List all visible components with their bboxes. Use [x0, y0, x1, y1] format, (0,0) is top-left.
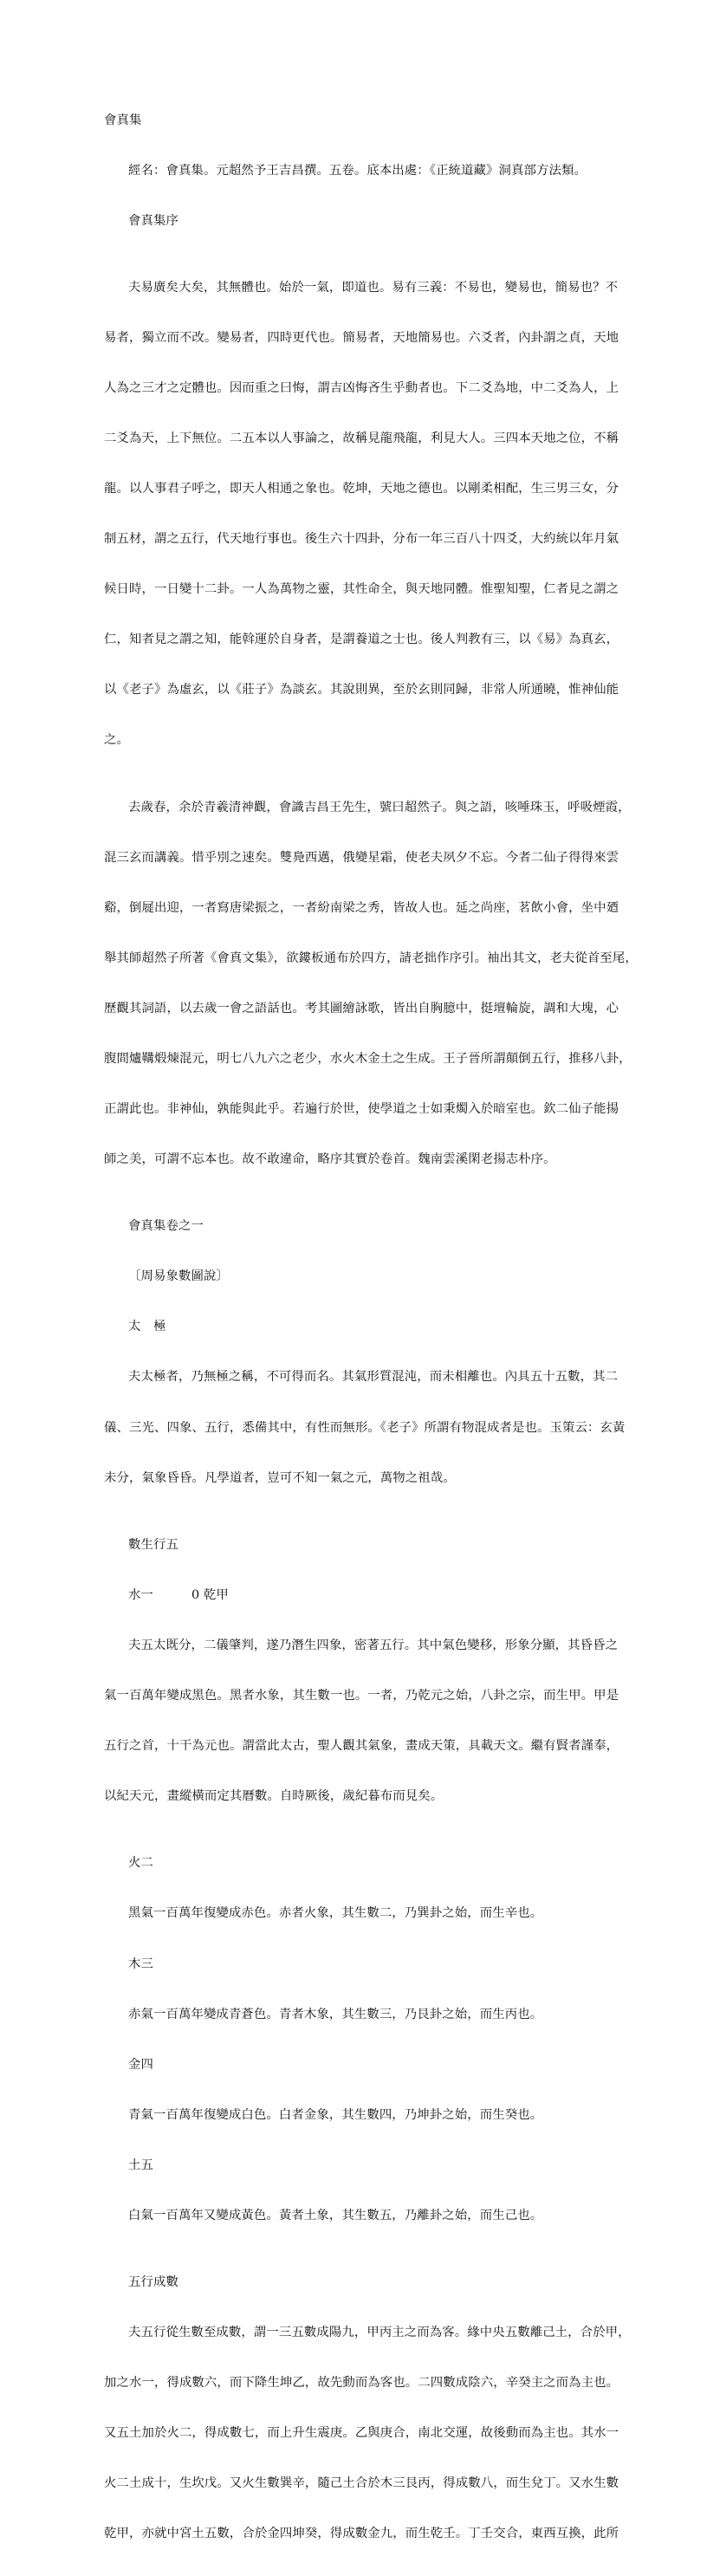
text-line: 夫太極者，乃無極之稱，不可得而名。其氣形質混沌，而未相離也。內具五十五數，其二 [128, 1370, 619, 1385]
text-line: 仁，知者見之謂之知，能斡運於自身者，是謂養道之士也。後人判教有三，以《易》為真玄， [104, 633, 619, 647]
water-label: 水一 [128, 1587, 153, 1602]
text-line: 龍。以人事君子呼之，即天人相通之象也。乾坤，天地之德也。以剛柔相配，生三男三女，分 [104, 482, 619, 496]
text-line: 腹間爐鞲煅煉混元，明七八九六之老少，水火木金土之生成。王子晉所謂顛倒五行，推移八卦， [104, 1051, 632, 1066]
water-sub: 0 乾甲 [191, 1587, 229, 1602]
text-line: 易者，獨立而不改。變易者，四時更代也。簡易者，天地簡易也。六爻者，內卦謂之貞，天地 [104, 331, 619, 346]
text-line: 未分，氣象昏昏。凡學道者，豈可不知一氣之元，萬物之祖哉。 [104, 1470, 456, 1485]
wood-heading: 木三 [128, 1956, 153, 1971]
fire-heading: 火二 [128, 1856, 153, 1871]
text-line: 又五土加於火二，得成數七，而上升生震庚。乙與庚合，南北交運，故後動而為主也。其水一 [104, 2426, 619, 2441]
text-line: 火二土成十，生坎戊。又火生數巽辛，隨己土合於木三艮丙，得成數八，而生兌丁。又水生數 [104, 2476, 619, 2491]
text-line: 去歲春，余於青羲清神觀，會識吉昌王先生，號曰超然子。與之語，咳唾珠玉，呼吸煙霞， [128, 800, 631, 814]
text-line: 歷觀其詞語，以去歲一會之語話也。考其圖繪詠歌，皆出自胸臆中，挺壇輪旋，調和大塊，心 [104, 1001, 619, 1015]
text-line: 師之美，可謂不忘本也。故不敢違命，略序其實於卷首。魏南雲溪閑老揚志朴序。 [104, 1152, 556, 1166]
text-line: 以《老子》為虛玄，以《莊子》為談玄。其說則異，至於玄則同歸，非常人所通曉，惟神仙能 [104, 683, 619, 698]
text-line: 五行之首，十干為元也。謂當此太古，聖人觀其氣象，畫成天策，具載天文。繼有賢者謹奉， [104, 1739, 619, 1754]
taiji-heading: 太 極 [128, 1320, 166, 1334]
text-line: 儀、三光、四象、五行，悉備其中，有性而無形。《老子》所謂有物混成者是也。玉策云：玄黃 [104, 1420, 626, 1435]
text-line: 正謂此也。非神仙，孰能與此乎。若遍行於世，使學道之士如秉燭入於暗室也。欽二仙子能揚 [104, 1101, 619, 1116]
text-line: 夫易廣矣大矣，其無體也。始於一氣，即道也。易有三義：不易也，變易也，簡易也？不 [128, 281, 619, 295]
document-body [104, 79, 638, 2576]
meta-line: 經名：會真集。元超然予王吉昌撰。五卷。底本出處：《正統道藏》洞真部方法類。 [128, 163, 587, 178]
text-line: 加之水一，得成數六，而下降生坤乙，故先動而為客也。二四數成陰六，辛癸主之而為主也。 [104, 2376, 619, 2391]
text-line: 二爻為天，上下無位。二五本以人事論之，故稱見龍飛龍，利見大人。三四本天地之位，不稱 [104, 431, 619, 446]
text-line: 混三玄而講義。惜乎別之速矣。雙鳧西邁，俄變星霜，使老夫夙夕不忘。今者二仙子得得來雲 [104, 850, 619, 865]
text-line: 夫五太既分，二儀肇判，遂乃潛生四象，密著五行。其中氣色變移，形象分顯，其昏昏之 [128, 1638, 619, 1652]
text-line: 氣一百萬年變成黑色。黑者水象，其生數一也。一者，乃乾元之始，八卦之宗，而生甲。甲是 [104, 1689, 619, 1703]
earth-body: 白氣一百萬年又變成黃色。黃者土象，其生數五，乃離卦之始，而生己也。 [128, 2208, 543, 2222]
shengshu-heading: 數生行五 [128, 1537, 178, 1552]
preface-title: 會真集序 [128, 213, 178, 228]
text-line: 乾甲，亦就中宮土五數，合於金四坤癸，得成數金九，而生乾壬。丁壬交合，東西互換，此所 [104, 2527, 619, 2541]
metal-body: 青氣一百萬年復變成白色。白者金象，其生數四，乃坤卦之始，而生癸也。 [128, 2107, 543, 2122]
text-line: 舉其師超然子所著《會真文集》，欲鏤板通布於四方，請老拙作序引。袖出其文，老夫從首至尾， [104, 951, 638, 965]
fire-body: 黑氣一百萬年復變成赤色。赤者火象，其生數二，乃巽卦之始，而生辛也。 [128, 1906, 543, 1921]
text-line: 谿，倒屣出迎，一者寫唐梁振之，一者紛南梁之秀，皆故人也。延之尚座，茗飲小會，坐中廼 [104, 900, 619, 915]
text-line: 制五材，謂之五行，代天地行事也。後生六十四卦，分布一年三百八十四爻，大約統以年月氣 [104, 532, 619, 547]
text-line: 候日時，一日變十二卦。一人為萬物之靈，其性命全，與天地同體。惟聖知聖，仁者見之謂之 [104, 582, 619, 597]
doc-title: 會真集 [104, 113, 142, 127]
water-heading [104, 1587, 606, 1604]
text-line: 之。 [104, 733, 129, 748]
text-line: 以紀天元，畫縱橫而定其曆數。自時厥後，歲紀暮布而見矣。 [104, 1789, 444, 1804]
text-line: 夫五行從生數至成數，謂一三五數成陽九，甲丙主之而為客。緣中央五數離己土，合於甲， [128, 2326, 631, 2340]
wood-body: 赤氣一百萬年變成青蒼色。青者木象，其生數三，乃艮卦之始，而生丙也。 [128, 2007, 543, 2021]
metal-heading: 金四 [128, 2057, 153, 2072]
earth-heading: 土五 [128, 2157, 153, 2172]
text-line: 人為之三才之定體也。因而重之曰悔，謂吉凶悔吝生乎動者也。下二爻為地，中二爻為人，上 [104, 381, 619, 396]
volume-title: 會真集卷之一 [128, 1219, 204, 1234]
chengshu-heading: 五行成數 [128, 2275, 178, 2290]
section-title: 〔周易象數圖說〕 [128, 1269, 229, 1284]
